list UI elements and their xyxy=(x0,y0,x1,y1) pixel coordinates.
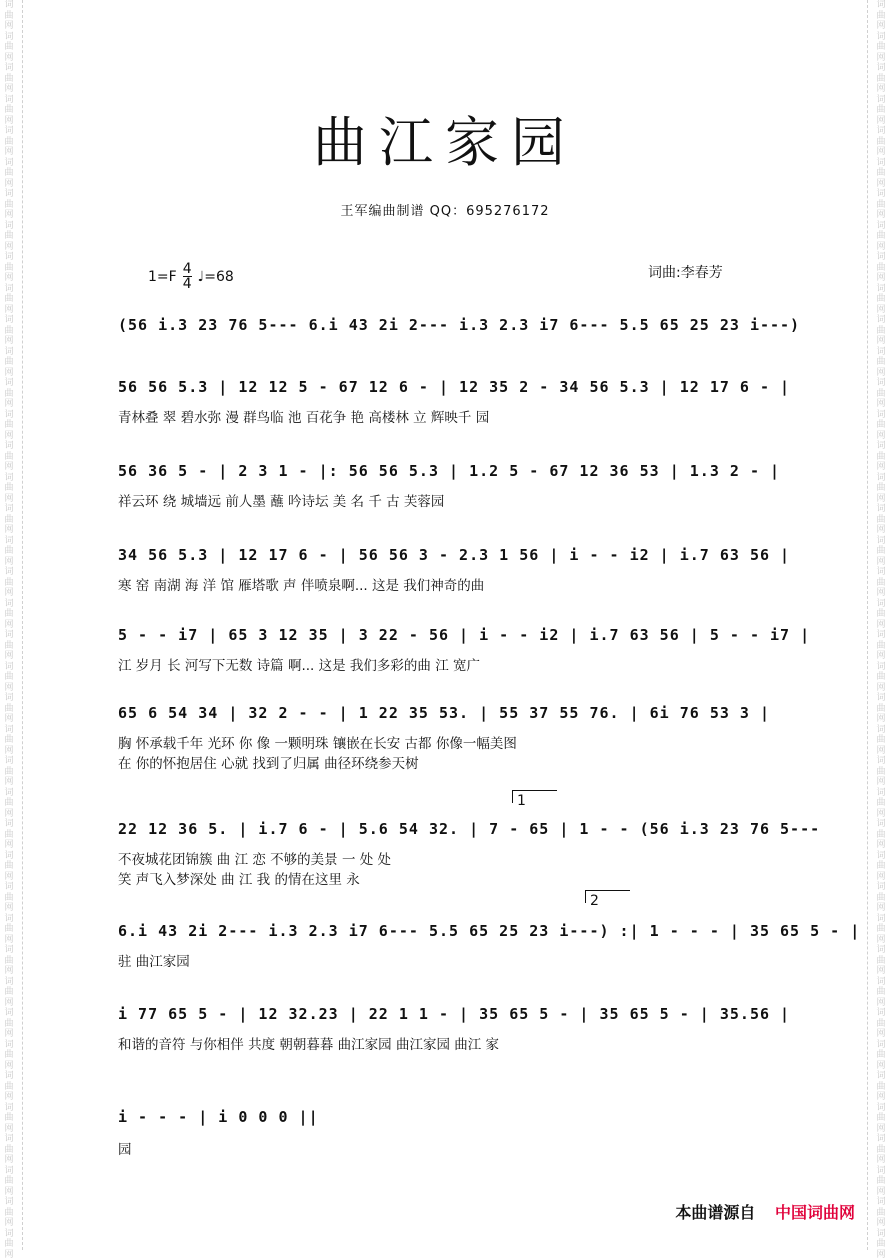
volta-bracket-1: 1 xyxy=(512,790,557,803)
score-row-9-notes: i 77 65 5 - | 12 32.23 | 22 1 1 - | 35 65 5 - | 35 65 5 - | 35.56 | xyxy=(118,1005,791,1023)
tempo-marking: ♩=68 xyxy=(197,268,234,285)
footer-source-text: 本曲谱源自 xyxy=(675,1203,756,1222)
left-margin-line xyxy=(22,0,23,1250)
score-row-2-lyrics: 青林叠 翠 碧水弥 漫 群鸟临 池 百花争 艳 高楼林 立 辉映千 园 xyxy=(118,410,490,426)
side-watermark-left: 词曲网词曲网词曲网词曲网词曲网词曲网词曲网词曲网词曲网词曲网词曲网词曲网词曲网词曲网词曲网词曲网词曲网词曲网词曲网词曲网词曲网词曲网词曲网词曲网词曲网词曲网词曲网词曲网词曲网词曲网词曲网词曲网词曲网词曲网词曲网词曲网词曲网词曲网词曲网词曲网 xyxy=(4,0,14,1260)
time-signature xyxy=(183,262,192,291)
score-row-7-notes: 22 12 36 5. | i.7 6 - | 5.6 54 32. | 7 - 65 | 1 - - (56 i.3 23 76 5--- xyxy=(118,820,821,838)
score-row-6-lyrics: 胸 怀承载千年 光环 你 像 一颗明珠 镶嵌在长安 古都 你像一幅美图 xyxy=(118,736,517,752)
song-title: 曲江家园 xyxy=(313,111,577,174)
score-row-5-notes: 5 - - i7 | 65 3 12 35 | 3 22 - 56 | i - - i2 | i.7 63 56 | 5 - - i7 | xyxy=(118,626,811,644)
key-signature: 1=F xyxy=(148,268,177,285)
score-row-9-lyrics: 和谐的音符 与你相伴 共度 朝朝暮暮 曲江家园 曲江家园 曲江 家 xyxy=(118,1037,500,1053)
score-row-3-notes: 56 36 5 - | 2 3 1 - |: 56 56 5.3 | 1.2 5 - 67 12 36 53 | 1.3 2 - | xyxy=(118,462,781,480)
footer-site-link[interactable]: 中国词曲网 xyxy=(774,1203,855,1222)
score-row-6-notes: 65 6 54 34 | 32 2 - - | 1 22 35 53. | 55 37 55 76. | 6i 76 53 3 | xyxy=(118,704,770,722)
score-row-4-notes: 34 56 5.3 | 12 17 6 - | 56 56 3 - 2.3 1 56 | i - - i2 | i.7 63 56 | xyxy=(118,546,791,564)
score-row-4-lyrics: 寒 窑 南湖 海 洋 馆 雁塔歌 声 伴喷泉啊... 这是 我们神奇的曲 xyxy=(118,578,485,594)
volta-bracket-2: 2 xyxy=(585,890,630,903)
score-row-8-notes: 6.i 43 2i 2--- i.3 2.3 i7 6--- 5.5 65 25 23 i---) :| 1 - - - | 35 65 5 - | xyxy=(118,922,861,940)
right-margin-line xyxy=(867,0,868,1250)
score-row-7-lyrics: 不夜城花团锦簇 曲 江 恋 不够的美景 一 处 处 xyxy=(118,852,392,868)
score-row-1-notes: (56 i.3 23 76 5--- 6.i 43 2i 2--- i.3 2.3 i7 6--- 5.5 65 25 23 i---) xyxy=(118,316,801,334)
score-row-10-lyrics: 园 xyxy=(118,1142,132,1158)
side-watermark-right: 词曲网词曲网词曲网词曲网词曲网词曲网词曲网词曲网词曲网词曲网词曲网词曲网词曲网词曲网词曲网词曲网词曲网词曲网词曲网词曲网词曲网词曲网词曲网词曲网词曲网词曲网词曲网词曲网词曲网词曲网词曲网词曲网词曲网词曲网词曲网词曲网词曲网词曲网词曲网词曲网 xyxy=(876,0,886,1260)
score-row-10-notes: i - - - | i 0 0 0 || xyxy=(118,1108,319,1126)
score-row-8-lyrics: 驻 曲江家园 xyxy=(118,954,190,970)
lyricist-credit: 词曲:李春芳 xyxy=(648,265,723,281)
score-row-6-lyrics-verse2: 在 你的怀抱居住 心就 找到了归属 曲径环绕参天树 xyxy=(118,756,419,772)
key-signature-block xyxy=(148,262,234,291)
score-row-7-lyrics-verse2: 笑 声飞入梦深处 曲 江 我 的情在这里 永 xyxy=(118,872,360,888)
time-top: 4 xyxy=(182,261,192,277)
footer-credit xyxy=(675,1200,855,1223)
arranger-credit: 王军编曲制谱 QQ：695276172 xyxy=(340,204,550,219)
time-bottom: 4 xyxy=(182,276,192,292)
score-row-3-lyrics: 祥云环 绕 城墙远 前人墨 蘸 吟诗坛 美 名 千 古 芙蓉园 xyxy=(118,494,445,510)
score-row-2-notes: 56 56 5.3 | 12 12 5 - 67 12 6 - | 12 35 2 - 34 56 5.3 | 12 17 6 - | xyxy=(118,378,791,396)
score-row-5-lyrics: 江 岁月 长 河写下无数 诗篇 啊... 这是 我们多彩的曲 江 宽广 xyxy=(118,658,480,674)
